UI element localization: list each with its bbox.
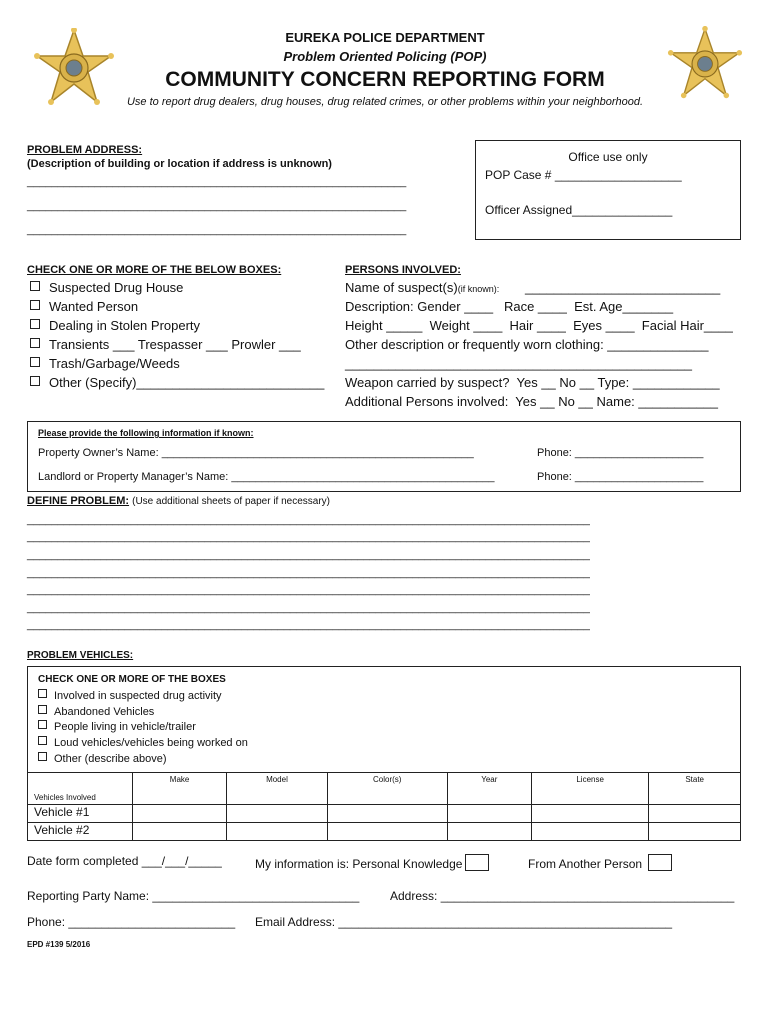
suspect-name-label: Name of suspect(s) [345,280,458,295]
define-problem-line-6[interactable]: ____________________________________________________________________________________________ [27,602,590,614]
address-field[interactable]: Address: ____________________________________________ [390,889,735,903]
persons-involved-heading: PERSONS INVOLVED: [345,264,461,276]
vehicle-cell[interactable] [447,805,531,823]
address-line-1[interactable]: ______________________________________________________________ [27,176,407,188]
email-field[interactable]: Email Address: __________________________________________________ [255,915,673,929]
pop-case-field[interactable]: POP Case # ___________________ [485,168,682,182]
define-problem-line-2[interactable]: ____________________________________________________________________________________________ [27,531,590,543]
define-problem-heading: DEFINE PROBLEM: [27,495,130,507]
other-description-field[interactable]: Other description or frequently worn clothing: ______________ [345,337,709,352]
define-problem-line-3[interactable]: ____________________________________________________________________________________________ [27,549,590,561]
checkbox-label: Other (Specify)__________________________ [49,375,325,390]
column-header-license: License [531,773,648,805]
vehicle-cell[interactable] [327,805,447,823]
vehicle-checkbox-other[interactable] [38,752,167,765]
checkbox-label: Suspected Drug House [49,280,184,295]
column-header-vehicles: Vehicles Involved [28,773,133,805]
weapon-field[interactable]: Weapon carried by suspect? Yes __ No __ Type: ____________ [345,375,720,390]
column-header-year: Year [447,773,531,805]
define-problem-header [27,495,330,507]
define-problem-line-1[interactable]: ____________________________________________________________________________________________ [27,514,590,526]
address-line-2[interactable]: ______________________________________________________________ [27,200,407,212]
define-problem-line-7[interactable]: ____________________________________________________________________________________________ [27,619,590,631]
define-problem-note: (Use additional sheets of paper if necessary) [132,496,331,507]
form-subtitle: Use to report drug dealers, drug houses, drug related crimes, or other problems within your neighborhood. [126,96,644,108]
suspect-name-note: (if known): [457,284,500,294]
another-person-option[interactable] [528,854,672,871]
vehicle-checkbox-label: People living in vehicle/trailer [54,721,196,733]
vehicle-row-label: Vehicle #1 [28,805,133,823]
vehicle-cell[interactable] [531,805,648,823]
date-completed-field[interactable]: Date form completed ___/___/_____ [27,854,222,868]
height-field[interactable]: Height _____ Weight ____ Hair ____ Eyes ____ Facial Hair____ [345,318,733,333]
vehicle-row-label: Vehicle #2 [28,823,133,841]
vehicle-cell[interactable] [227,823,328,841]
check-boxes-heading: CHECK ONE OR MORE OF THE BELOW BOXES: [27,264,282,276]
column-header-state: State [649,773,741,805]
problem-vehicles-heading: PROBLEM VEHICLES: [27,650,134,661]
checkbox-transients[interactable] [30,337,301,352]
suspect-name-line[interactable]: ___________________________ [525,280,721,295]
property-owner-field[interactable]: Property Owner’s Name: ___________________________________________________ [38,447,474,459]
problem-address-heading: PROBLEM ADDRESS: [27,144,143,156]
vehicle-checkbox-drug-activity[interactable] [38,689,222,702]
program-name: Problem Oriented Policing (POP) [283,49,487,64]
form-number: EPD #139 5/2016 [27,940,91,949]
vehicle-cell[interactable] [531,823,648,841]
landlord-field[interactable]: Landlord or Property Manager’s Name: ___________________________________________ [38,471,495,483]
department-name: EUREKA POLICE DEPARTMENT [285,30,485,45]
vehicle-checkbox-label: Abandoned Vehicles [54,706,155,718]
vehicle-cell[interactable] [227,805,328,823]
vehicle-cell[interactable] [133,805,227,823]
vehicles-table [27,772,741,841]
checkbox-trash[interactable] [30,356,180,371]
suspect-name-field[interactable] [345,280,499,295]
other-description-line[interactable]: ________________________________________________ [345,356,693,371]
owner-info-heading: Please provide the following information if known: [38,428,254,438]
phone-field[interactable]: Phone: _________________________ [27,915,236,929]
checkbox-label: Trash/Garbage/Weeds [49,356,180,371]
define-problem-line-4[interactable]: ____________________________________________________________________________________________ [27,567,590,579]
form-title: COMMUNITY CONCERN REPORTING FORM [165,68,605,91]
property-owner-phone[interactable]: Phone: _____________________ [537,447,704,459]
personal-knowledge-option[interactable] [255,854,489,871]
vehicle-checkbox-label: Involved in suspected drug activity [54,690,222,702]
another-person-checkbox[interactable] [648,854,672,871]
vehicle-cell[interactable] [447,823,531,841]
checkbox-other[interactable] [30,375,324,390]
personal-knowledge-checkbox[interactable] [465,854,489,871]
column-header-model: Model [227,773,328,805]
vehicle-cell[interactable] [649,823,741,841]
define-problem-line-5[interactable]: ____________________________________________________________________________________________ [27,584,590,596]
checkbox-stolen-property[interactable] [30,318,200,333]
problem-address-note: (Description of building or location if address is unknown) [27,158,332,170]
table-row [28,823,741,841]
table-header-row [28,773,741,805]
additional-persons-field[interactable]: Additional Persons involved: Yes __ No __ Name: ___________ [345,394,718,409]
another-person-label: From Another Person [528,857,643,871]
landlord-phone[interactable]: Phone: _____________________ [537,471,704,483]
vehicle-checkbox-abandoned[interactable] [38,705,154,718]
officer-assigned-field[interactable]: Officer Assigned_______________ [485,203,673,217]
vehicle-checkbox-label: Loud vehicles/vehicles being worked on [54,737,248,749]
reporting-party-field[interactable]: Reporting Party Name: _______________________________ [27,889,360,903]
personal-knowledge-label: My information is: Personal Knowledge [255,857,463,871]
checkbox-suspected-drug-house[interactable] [30,280,183,295]
vehicle-checkbox-living[interactable] [38,720,196,733]
vehicle-checkbox-loud[interactable] [38,736,248,749]
description-field[interactable]: Description: Gender ____ Race ____ Est. Age_______ [345,299,674,314]
vehicle-cell[interactable] [649,805,741,823]
address-line-3[interactable]: ______________________________________________________________ [27,224,407,236]
column-header-make: Make [133,773,227,805]
vehicle-checkbox-label: Other (describe above) [54,753,167,765]
checkbox-wanted-person[interactable] [30,299,138,314]
checkbox-label: Transients ___ Trespasser ___ Prowler ___ [49,337,301,352]
vehicle-cell[interactable] [327,823,447,841]
vehicles-check-heading: CHECK ONE OR MORE OF THE BOXES [38,674,226,685]
table-row [28,805,741,823]
column-header-color: Color(s) [327,773,447,805]
checkbox-label: Wanted Person [49,299,139,314]
office-use-title: Office use only [568,150,648,164]
vehicle-cell[interactable] [133,823,227,841]
checkbox-label: Dealing in Stolen Property [49,318,201,333]
